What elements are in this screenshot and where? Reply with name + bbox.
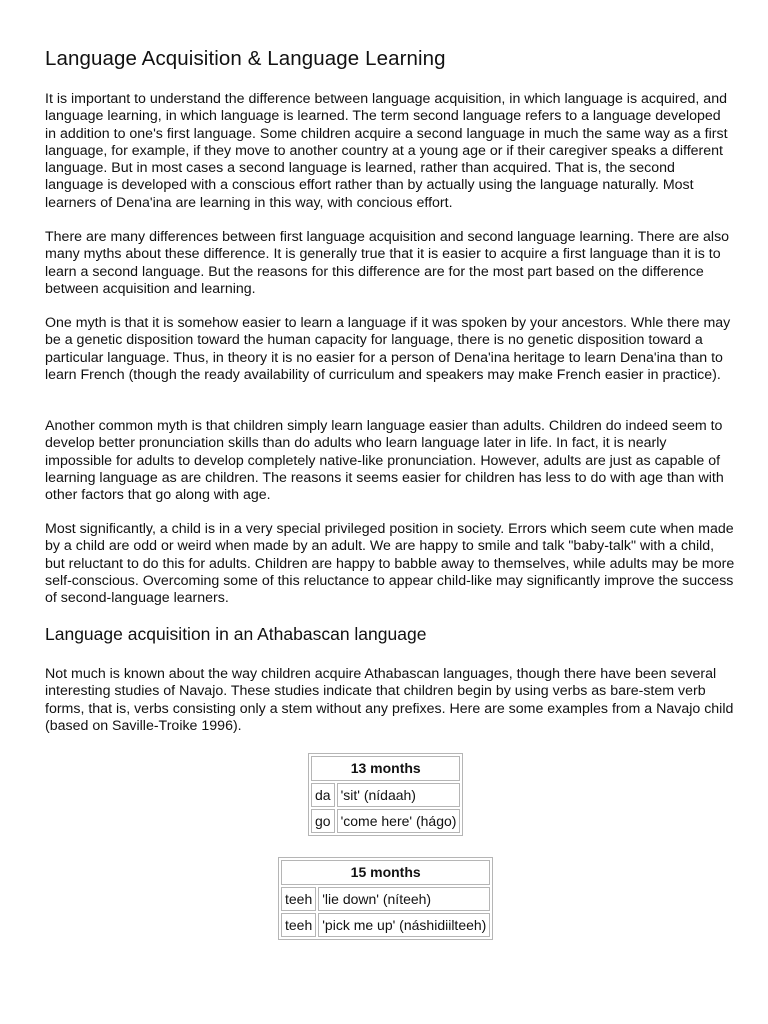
paragraph-1: It is important to understand the difference between language acquisition, in which language is acquired, and language learning, in which language is learned. The term second language refers to a language developed in addition to one's first language. Some children acquire a second language in much the same way as a first language, for example, if they move to another country at a young age or if their caregiver speaks a different language. But in most cases a second language is learned, rather than acquired. That is, the second language is developed with a conscious effort rather than by actually using the language naturally. Most learners of Dena'ina are learning in this way, with concious effort.	[45, 91, 728, 211]
paragraph-2: There are many differences between first language acquisition and second language learning. There are also many myths about these difference. It is generally true that it is easier to acquire a first language than it is to learn a second language. But the reasons for this difference are for the most part based on the difference between acquisition and learning.	[45, 229, 730, 297]
verb-form-cell: teeh	[281, 913, 316, 937]
table-row	[311, 783, 460, 807]
example-table-13-months	[308, 753, 463, 836]
table-header: 15 months	[281, 860, 490, 885]
verb-form-cell: teeh	[281, 887, 316, 911]
gloss-cell: 'lie down' (níteeh)	[318, 887, 490, 911]
gloss-cell: 'sit' (nídaah)	[337, 783, 461, 807]
table-row	[281, 887, 490, 911]
paragraph-4: Another common myth is that children simply learn language easier than adults. Children do indeed seem to develop better pronunciation skills than do adults who learn language later in life. In fact, it is nearly impossible for adults to develop completely native-like pronunciation. However, adults are just as capable of learning language as are children. The reasons it seems easier for children has less to do with age than with other factors that go along with age.	[45, 418, 724, 504]
table-header-row	[311, 756, 460, 781]
page-title: Language Acquisition & Language Learning	[45, 47, 446, 70]
example-table-15-months	[278, 857, 493, 940]
paragraph-athabascan: Not much is known about the way children acquire Athabascan languages, though there have been several interesting studies of Navajo. These studies indicate that children begin by using verbs as bare-stem verb forms, that is, verbs consisting only a stem without any prefixes. Here are some examples from a Navajo child (based on Saville-Troike 1996).	[45, 666, 734, 734]
table-header-row	[281, 860, 490, 885]
verb-form-cell: da	[311, 783, 335, 807]
table-header: 13 months	[311, 756, 460, 781]
gloss-cell: 'pick me up' (náshidiilteeh)	[318, 913, 490, 937]
table-row	[281, 913, 490, 937]
gloss-cell: 'come here' (hágo)	[337, 809, 461, 833]
paragraph-3: One myth is that it is somehow easier to learn a language if it was spoken by your ancestors. Whle there may be a genetic disposition toward the human capacity for language, there is no genetic disposition toward a particular language. Thus, in theory it is no easier for a person of Dena'ina heritage to learn Dena'ina than to learn French (though the ready availability of curriculum and speakers may make French easier in practice).	[45, 315, 731, 383]
section-heading: Language acquisition in an Athabascan language	[45, 624, 427, 644]
table-row	[311, 809, 460, 833]
paragraph-5: Most significantly, a child is in a very special privileged position in society. Errors which seem cute when made by a child are odd or weird when made by an adult. We are happy to smile and talk "baby-talk" with a child, but reluctant to do this for adults. Children are happy to babble away to themselves, while adults may be more self-conscious. Overcoming some of this reluctance to appear child-like may significantly improve the success of second-language learners.	[45, 521, 735, 607]
verb-form-cell: go	[311, 809, 335, 833]
